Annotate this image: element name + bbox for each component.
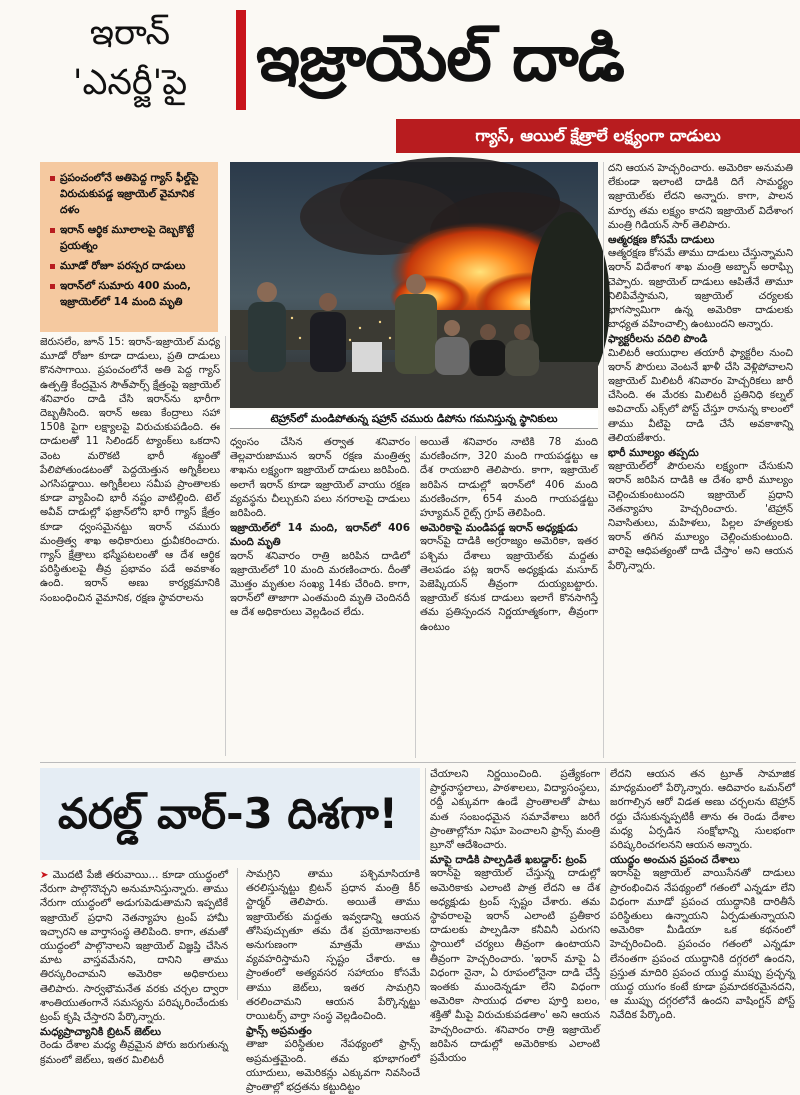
highlight-item: ఇరాన్ ఆర్థిక మూలాలపై దెబ్బకొట్టే ప్రయత్నం [50, 222, 212, 254]
story1-body-text: ఇజ్రాయెల్‌లో పౌరులను లక్ష్యంగా చేసుకుని ఇరాన్ జరిపిన దాడికి ఆ దేశం భారీ మూల్యం చెల్లించుకుంటుందని ఇజ్రాయెల్ ప్రధాని నెతన్యాహు హెచ్చరించారు. 'టెహ్రాన్ నివాసితులు, మహిళలు, పిల్లల హత్యలకు ఇరాన్ తగిన మూల్యం చెల్లించుకుంటుంది. వారిపై ఆధిపత్యంతో దాడి చేస్తాం' అని ఆయన పేర్కొన్నారు. [608, 461, 793, 572]
story2-subheading: మధ్యప్రాచ్యానికి బ్రిటన్ జెట్‌లు [40, 1026, 162, 1039]
story2-subheading: ఫ్రాన్స్ అప్రమత్తం [246, 1025, 312, 1038]
highlight-item: మూడో రోజూ పరస్పర దాడులు [50, 258, 212, 274]
story1-body-text: ఇరాన్ శనివారం రాత్రి జరిపిన దాడిలో ఇజ్రాయెల్‌లో 10 మంది మరణించారు. దీంతో మొత్తం మృతుల సంఖ్య 14కు చేరింది. కాగా, ఇరాన్‌లో తాజాగా ఎంతమంది మృతి చెందినదీ ఆ దేశ అధికారులు వెల్లడించ లేదు. [230, 550, 410, 619]
story2-subheading: మాపై దాడికి పాల్పడితే ఖబడ్దార్: ట్రంప్ [430, 854, 587, 867]
story2-body-text: తాజా పరిస్థితుల నేపథ్యంలో ఫ్రాన్స్ అప్రమత్తమైంది. తమ భూభాగంలో యూదులు, అమెరికన్లు ఎక్కువగా నివసించే ప్రాంతాల్లో భద్రతను కట్టుదిట్టం [246, 1039, 420, 1094]
main-headline: ఇజ్రాయెల్ దాడి [256, 22, 624, 96]
story1-subheading: ఇజ్రాయెల్‌లో 14 మంది, ఇరాన్‌లో 406 మంది మృతి [230, 522, 410, 549]
story2-subheading: యుద్ధం అంచున ప్రపంచ దేశాలు [610, 854, 740, 867]
story1-column-1 [40, 336, 220, 756]
story2-headline: వరల్డ్ వార్-3 దిశగా! [58, 789, 398, 838]
story2-body-text: ఇరాన్‌పై ఇజ్రాయెల్ చేస్తున్న దాడుల్లో అమెరికాకు ఎలాంటి పాత్ర లేదని ఆ దేశ అధ్యక్షుడు ట్రంప్ స్పష్టం చేశారు. తమ స్థావరాలపై ఇరాన్ ఎలాంటి ప్రతీకార దాడులకు పాల్పడినా కనీవినీ ఎరుగని స్థాయిలో చర్యలు తీవ్రంగా ఉంటాయని తీవ్రంగా హెచ్చరించారు. 'ఇరాన్ మాపై ఏ విధంగా నైనా, ఏ రూపంలోనైనా దాడి చేస్తే ఇంతకు ముందెన్నడూ లేని విధంగా అమెరికా సాయుధ దళాల పూర్తి బలం, శక్తితో మీపై విరుచుకుపడతాం' అని ఆయన హెచ్చరించారు. శనివారం రాత్రి ఇజ్రాయెల్ జరిపిన దాడుల్లో అమెరికాకు ఎలాంటి ప్రమేయం [430, 868, 600, 1065]
kicker-line-1: ఇరాన్ [89, 13, 171, 53]
story1-subheading: ఫ్యాక్టరీలను వదిలి పొండి [608, 333, 708, 346]
story2-column-3 [430, 768, 600, 1065]
story1-body-text: దని ఆయన హెచ్చరించారు. అమెరికా అనుమతి లేకుండా ఇలాంటి దాడికి దిగే సామర్థ్యం ఇజ్రాయెల్‌కు లేదని అన్నారు. కాగా, పాలన మార్పు తమ లక్ష్యం కాదని ఇజ్రాయెల్ విదేశాంగ మంత్రి గిడియన్ సార్ తెలిపారు. [608, 163, 793, 231]
story1-body-text: మిలిటరీ ఆయుధాల తయారీ ఫ్యాక్టరీల నుంచి ఇరాన్ పౌరులు వెంటనే ఖాళీ చేసి వెళ్లిపోవాలని ఇజ్రాయెల్ మిలిటరీ శనివారం హెచ్చరికలు జారీ చేసింది. ఈ మేరకు మిలిటరీ ప్రతినిధి కల్నల్ అవిచాయ్ ఎక్స్‌లో పోస్ట్ చేస్తూ రానున్న కాలంలో తాము వీటిపై దాడి చేసే అవకాశాన్ని తెలియజేశారు. [608, 347, 793, 444]
story1-subheading: భారీ మూల్యం తప్పదు [608, 447, 699, 460]
column-rule [605, 768, 606, 1000]
story2-column-2 [246, 868, 420, 1094]
story1-body-text: ఇరాన్‌పై దాడికి అగ్రరాజ్యం అమెరికా, ఇతర పశ్చిమ దేశాలు ఇజ్రాయెల్‌కు మద్దతు తెలపడం పట్ల ఇరాన్ అధ్యక్షుడు మసూద్ పెజెష్కియన్ తీవ్రంగా దుయ్యబట్టారు. ఇజ్రాయెల్ కనుక దాడులు ఇలాగే కొనసాగిస్తే తమ ప్రతిస్పందన నిర్ణయాత్మకంగా, తీవ్రంగా ఉంటుం [420, 536, 598, 633]
story1-subheading: అమెరికాపై మండిపడ్డ ఇరాన్ అధ్యక్షుడు [420, 522, 578, 535]
story1-body-text: జెరుసలేం, జూన్ 15: ఇరాన్-ఇజ్రాయెల్ మధ్య మూడో రోజూ కూడా దాడులు, ప్రతి దాడులు కొనసాగాయి. ప్రపంచంలోనే అతి పెద్ద గ్యాస్ ఉత్పత్తి కేంద్రమైన సౌత్‌పార్స్ క్షేత్రంపై ఇజ్రాయెల్ శనివారం దాడి చేసి ఇరాన్‌ను భారీగా దెబ్బతీసింది. ఇరాన్ అణు కేంద్రాలు సహా 150కి పైగా లక్ష్యాలపై విరుచుకుపడింది. ఈ దాడులతో 11 సిలిండర్ ట్యాంక్‌లు ఒకదాని వెంట మరొకటి భారీ శబ్దంతో పేలిపోతుండటంతో పెద్దయెత్తున అగ్నికీలలు ఎగసిపడ్డాయి. అగ్నికీలలు సమీప ప్రాంతాలకు కూడా వ్యాపించి భారీ నష్టం వాటిల్లింది. టెల్ అవీవ్ దాడుల్లో ఫజ్రాన్‌లోని భారీ గ్యాస్ క్షేత్రం కూడా ధ్వంసమైనట్టు ఇరాన్ చమురు మంత్రిత్వ శాఖ అధికారులు ధ్రువీకరించారు. గ్యాస్ క్షేత్రాలు భస్మీపటలంతో ఆ దేశ ఆర్థిక పరిస్థితులపై తీవ్ర ప్రభావం పడే అవకాశం ఉంది. ఇరాన్ అణు కార్యక్రమానికి సంబంధించిన వైమానిక, రక్షణ స్థావరాలను [40, 337, 220, 604]
story2-body-text: రెండు దేశాల మధ్య తీవ్రమైన పోరు జరుగుతున్న క్రమంలో జెట్‌లు, ఇతర మిలిటరీ [40, 1040, 228, 1066]
story-divider [40, 762, 796, 763]
story1-column-4 [608, 162, 793, 758]
story2-column-4 [610, 768, 795, 1022]
story2-body-text: కూడా యుద్ధంలో నేరుగా పాల్గొనొచ్చని అనుమానిస్తున్నారు. తాము నేరుగా యుద్ధంలో అడుగుపెడుతామని ఇప్పటికే ఇజ్రాయెల్ ప్రధాని నెతన్యాహు ట్రంప్ హామీ ఇచ్చారని ఆ వార్తాసంస్థ తెలిపింది. కాగా, తమతో యుద్ధంలో పాల్గొనాలని ఇజ్రాయెల్ విజ్ఞప్తి చేసిన మాట వాస్తవమేనని, దానిని తాము తిరస్కరించామని అమెరికా అధికారులు తెలిపారు. సార్వభౌమనేత వరకు చర్చల ద్వారా శాంతియుతంగానే సమస్యను పరిష్కరించేందుకు ట్రంప్ కృషి చేస్తారని పేర్కొన్నారు. [40, 870, 228, 1024]
highlight-item: ప్రపంచంలోనే అతిపెద్ద గ్యాస్ ఫీల్డ్‌పై విరుచుకుపడ్డ ఇజ్రాయెల్ వైమానిక దళం [50, 170, 212, 218]
fire-scene-image [230, 162, 598, 408]
news-photo [230, 162, 598, 408]
story1-body-text: ఆత్మరక్షణ కోసమే తాము దాడులు చేస్తున్నామని ఇరాన్ విదేశాంగ శాఖ మంత్రి అబ్బాస్ అరాఘ్చి చెప్పారు. ఇజ్రాయెల్ దాడులు ఆపితేనే తామూ నిలిపివేస్తామని, ఇజ్రాయెల్ చర్యలకు భాగస్వామిగా ఉన్న అమెరికా దాడులకు బాధ్యత వహించాల్సి ఉంటుందని అన్నారు. [608, 248, 793, 331]
story1-subheading: ఆత్మరక్షణ కోసమే దాడులు [608, 234, 715, 247]
column-rule [225, 336, 226, 756]
story2-body-text: లేదని ఆయన తన ట్రూత్ సామాజిక మాధ్యమంలో పేర్కొన్నారు. ఆదివారం ఒమన్‌లో జరగాల్సిన ఆరో విడత అణు చర్చలను టెహ్రాన్ రద్దు చేసుకున్నప్పటికీ తాను ఈ రెండు దేశాల మధ్య ఏర్పడిన సంక్షోభాన్ని సులభంగా పరిష్కరించగలనని ఆయన అన్నారు. [610, 769, 795, 852]
story2-column-1 [40, 868, 228, 1066]
highlights-box [40, 162, 218, 332]
continued-arrow-icon: ➤ [40, 870, 53, 881]
continued-label: మొదటి పేజీ తరువాయి... [52, 869, 159, 881]
column-rule [603, 162, 604, 758]
column-rule [237, 868, 238, 1000]
highlight-item: ఇరాన్‌లో సుమారు 400 మంది, ఇజ్రాయెల్‌లో 14 మంది మృతి [50, 278, 212, 310]
story1-body-text: అయితే శనివారం నాటికి 78 మంది మరణించగా, 320 మంది గాయపడ్డట్టు ఆ దేశ రాయబారి తెలిపారు. కాగా, ఇజ్రాయెల్ జరిపిన దాడుల్లో ఇరాన్‌లో 406 మంది మరణించగా, 654 మంది గాయపడ్డట్టు హ్యూమన్ రైట్స్ గ్రూప్ తెలిపింది. [420, 437, 598, 520]
column-rule [415, 436, 416, 758]
story1-column-3 [420, 436, 598, 758]
photo-caption: టెహ్రాన్‌లో మండిపోతున్న షహ్రాన్ చమురు డిపోను గమనిస్తున్న స్థానికులు [230, 410, 598, 429]
story1-body-text: ధ్వంసం చేసిన తర్వాత శనివారం తెల్లవారుజామున ఇరాన్ రక్షణ మంత్రిత్వ శాఖను లక్ష్యంగా ఇజ్రాయెల్ దాడులు జరిపింది. అలాగే ఇరాన్ కూడా ఇజ్రాయెల్ వాయు రక్షణ వ్యవస్థను చీల్చుకుని పలు నగరాలపై దాడులు జరిపింది. [230, 437, 410, 520]
column-rule [425, 768, 426, 1000]
sub-headline: గ్యాస్, ఆయిల్ క్షేత్రాలే లక్ష్యంగా దాడులు [396, 119, 800, 153]
story2-body-text: చేయాలని నిర్ణయించింది. ప్రత్యేకంగా ప్రార్థనాస్థలాలు, పాఠశాలలు, విద్యాసంస్థలు, రద్దీ ఎక్కువగా ఉండే ప్రాంతాలతో పాటు మత సంబంధమైన సమావేశాలు జరిగే ప్రాంతాల్లోనూ నిఘా పెంచాలని ఫ్రాన్స్ మంత్రి బ్రూనో ఆదేశించారు. [430, 769, 600, 852]
headline-divider [236, 10, 246, 110]
story2-body-text: ఇరాన్‌పై ఇజ్రాయెల్ వాయిసేనతో దాడులు ప్రారంభించిన నేపథ్యంలో గతంలో ఎన్నడూ లేని విధంగా మూడో ప్రపంచ యుద్ధానికి దారితీసే పరిస్థితులు ఉన్నాయని ఏర్పడుతున్నాయని అమెరికా మీడియా ఒక కథనంలో హెచ్చరించింది. ప్రపంచం గతంలో ఎన్నడూ లేనంతగా ప్రపంచ యుద్ధానికి దగ్గరలో ఉందని, ప్రస్తుత మాదిరి ప్రపంచ యుద్ధ ముప్పు ప్రచ్ఛన్న యుద్ధ యుగం కంటే కూడా ప్రమాదకరమైనదని, ఆ ముప్పు దగ్గరలోనే ఉందని వాషింగ్టన్ పోస్ట్ నివేదిక పేర్కొంది. [610, 868, 795, 1022]
story1-column-2 [230, 436, 410, 758]
kicker-line-2: 'ఎనర్జీ'పై [72, 63, 188, 103]
headline-kicker [40, 8, 220, 108]
story2-body-text: సామగ్రిని తాము పశ్చిమాసియాకి తరలిస్తున్నట్టు బ్రిటన్ ప్రధాన మంత్రి కీర్ స్టార్మర్ తెలిపారు. అయితే తాము ఇజ్రాయెల్‌కు మద్దతు ఇవ్వడాన్ని ఆయన తోసిపుచ్చుతూ తమ దేశ ప్రయోజనాలకు అనుగుణంగా మాత్రమే తాము వ్యవహరిస్తామని స్పష్టం చేశారు. ఆ ప్రాంతంలో అత్యవసర సహాయం కోసమే తాము జెట్‌లు, ఇతర సామగ్రిని తరలించామని ఆయన పేర్కొన్నట్టు రాయిటర్స్ వార్తా సంస్థ వెల్లడించింది. [246, 869, 420, 1023]
